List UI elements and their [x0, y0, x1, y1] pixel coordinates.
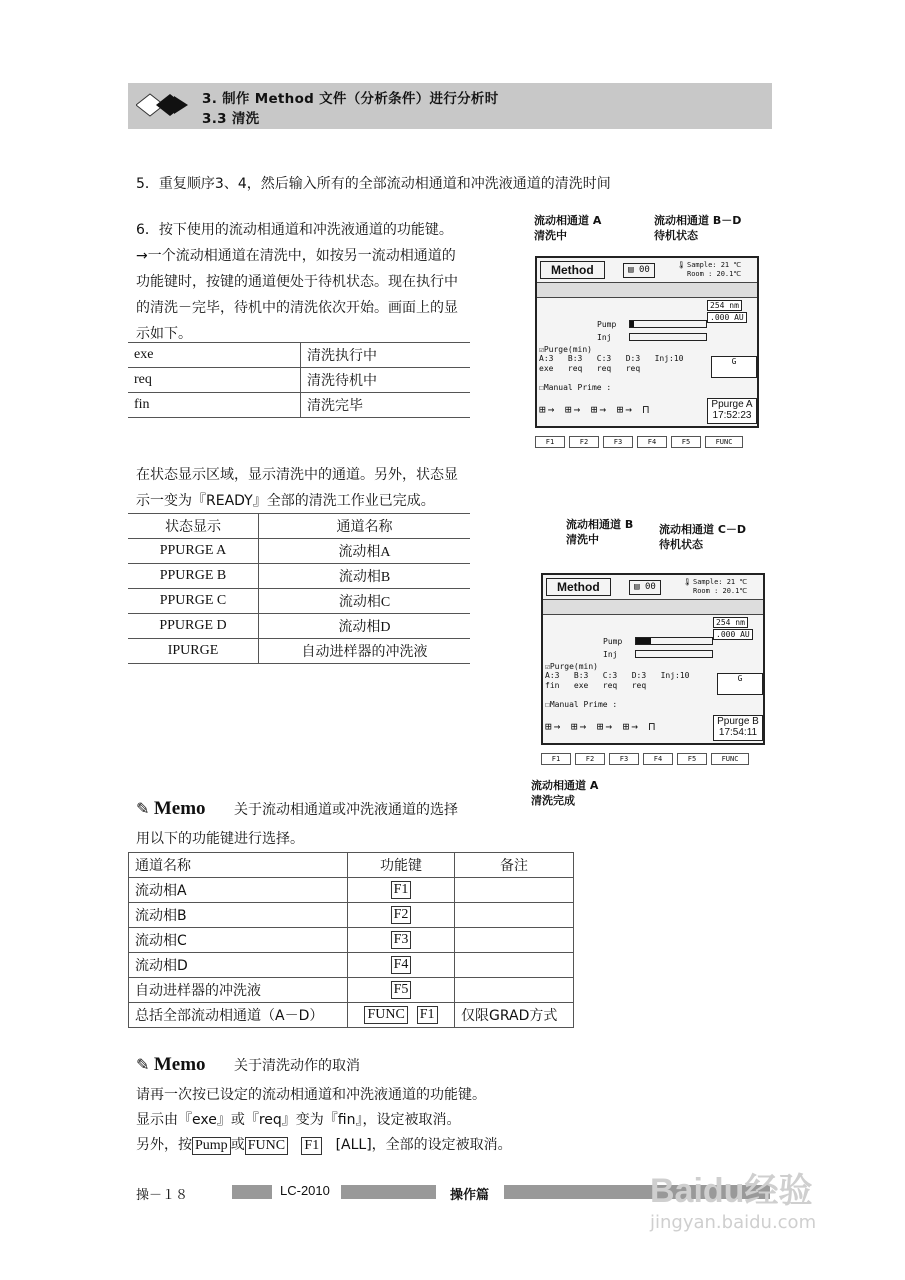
- callout-line: 流动相通道 B－D: [654, 214, 742, 227]
- channel-name: 总括全部流动相通道（A－D）: [129, 1003, 348, 1028]
- status-meaning: 清洗完毕: [301, 393, 471, 418]
- wavelength: 254 nm: [707, 300, 742, 311]
- callout-line: 流动相通道 A: [534, 214, 602, 227]
- func-key[interactable]: FUNC: [711, 753, 749, 765]
- function-key-table: [128, 852, 574, 1028]
- wavelength: 254 nm: [713, 617, 748, 628]
- f1-key: F1: [391, 881, 412, 899]
- f5-key[interactable]: F5: [671, 436, 701, 448]
- remark: [455, 928, 574, 953]
- status-note-line: 在状态显示区域，显示清洗中的通道。另外，状态显: [136, 467, 458, 483]
- table-header-row: [128, 514, 470, 539]
- f3-key[interactable]: F3: [609, 753, 639, 765]
- pencil-icon: ✎: [136, 1055, 150, 1074]
- status-display: PPURGE D: [128, 614, 259, 639]
- memo-2-line: 请再一次按已设定的流动相通道和冲洗液通道的功能键。: [136, 1087, 486, 1103]
- purge-checkbox[interactable]: ☑Purge(min): [545, 662, 598, 671]
- screen2-callout-right: [659, 522, 746, 552]
- table-row: [128, 368, 470, 393]
- memo-subtitle: 关于清洗动作的取消: [234, 1058, 361, 1074]
- text: 另外，按: [136, 1137, 192, 1153]
- thermometer-icon: 🌡: [683, 578, 692, 586]
- channel-name: 流动相C: [259, 589, 471, 614]
- callout-line: 清洗中: [566, 533, 599, 546]
- step-6-line: 示如下。: [136, 326, 192, 342]
- purge-channels: A:3 B:3 C:3 D:3 Inj:10: [539, 354, 684, 363]
- f5-key: F5: [391, 981, 412, 999]
- status-note: [136, 462, 506, 514]
- inj-label: Inj: [597, 333, 612, 342]
- memo-2-line: [136, 1132, 512, 1158]
- remark: [455, 978, 574, 1003]
- baidu-watermark: Baidu经验: [650, 1172, 813, 1210]
- remark: 仅限GRAD方式: [455, 1003, 574, 1028]
- callout-line: 待机状态: [659, 538, 703, 551]
- step-6-block: [136, 217, 506, 347]
- table-row: [129, 953, 574, 978]
- screen1-callout-right: [654, 213, 741, 243]
- status-meaning: 清洗执行中: [301, 343, 471, 368]
- absorbance: .000 AU: [713, 629, 753, 640]
- table-row: [128, 589, 470, 614]
- purge-checkbox[interactable]: ☑Purge(min): [539, 345, 592, 354]
- memo-title: Memo: [153, 1054, 206, 1075]
- f5-key[interactable]: F5: [677, 753, 707, 765]
- screen1-callout-left: [534, 213, 601, 243]
- table-row: [128, 343, 470, 368]
- status-display: PPURGE A: [128, 539, 259, 564]
- f2-key[interactable]: F2: [569, 436, 599, 448]
- status-code: req: [128, 368, 301, 393]
- channel-name: 流动相B: [129, 903, 348, 928]
- thermometer-icon: 🌡: [677, 261, 686, 269]
- memo-subtitle: 关于流动相通道或冲洗液通道的选择: [234, 802, 459, 818]
- f2-key[interactable]: F2: [575, 753, 605, 765]
- room-temp: Room : 20.1℃: [687, 270, 742, 278]
- func-key: FUNC: [245, 1137, 288, 1155]
- f4-key[interactable]: F4: [643, 753, 673, 765]
- flow-diagram: [543, 599, 763, 615]
- footer-bar: [232, 1185, 272, 1199]
- page-number: 操－１８: [136, 1188, 189, 1203]
- inj-progress-bar: [635, 650, 713, 658]
- channel-name: 流动相B: [259, 564, 471, 589]
- status-table: [128, 342, 470, 418]
- step-6-line: 的清洗－完毕，待机中的清洗依次开始。画面上的显: [136, 300, 458, 316]
- channel-name: 流动相D: [129, 953, 348, 978]
- screen2-callout-bottom: [531, 778, 598, 808]
- inj-label: Inj: [603, 650, 618, 659]
- watermark-url: jingyan.baidu.com: [650, 1212, 817, 1233]
- f3-key[interactable]: F3: [603, 436, 633, 448]
- table-row: [128, 393, 470, 418]
- f4-key: F4: [391, 956, 412, 974]
- gradient-box: G: [717, 673, 763, 695]
- callout-line: 待机状态: [654, 229, 698, 242]
- f1-key[interactable]: F1: [541, 753, 571, 765]
- diamond-arrow-icon: [136, 90, 198, 120]
- lcd-screen-1: [535, 256, 759, 428]
- purge-status-box: [707, 398, 757, 424]
- status-meaning: 清洗待机中: [301, 368, 471, 393]
- pump-label: Pump: [597, 320, 617, 329]
- clock: 17:52:23: [712, 410, 752, 421]
- sample-temp: Sample: 21 ℃: [693, 578, 748, 586]
- table-row: [129, 928, 574, 953]
- purge-status: Ppurge B: [717, 716, 759, 727]
- status-display: PPURGE B: [128, 564, 259, 589]
- channel-name: 自动进样器的冲洗液: [259, 639, 471, 664]
- valve-icons: ⊞→ ⊞→ ⊞→ ⊞→ ⊓: [545, 720, 658, 733]
- text: [ALL]，全部的设定被取消。: [335, 1137, 512, 1153]
- file-icon: ▤ 00: [623, 263, 655, 278]
- channel-name: 流动相C: [129, 928, 348, 953]
- f1-key: F1: [301, 1137, 322, 1155]
- callout-line: 流动相通道 A: [531, 779, 599, 792]
- column-header: 备注: [455, 853, 574, 878]
- flow-diagram: [537, 282, 757, 298]
- callout-line: 流动相通道 B: [566, 518, 634, 531]
- f4-key[interactable]: F4: [637, 436, 667, 448]
- table-row: [129, 1003, 574, 1028]
- purge-channels: A:3 B:3 C:3 D:3 Inj:10: [545, 671, 690, 680]
- absorbance: .000 AU: [707, 312, 747, 323]
- table-row: [128, 639, 470, 664]
- screen2-callout-left: [566, 517, 633, 547]
- column-header: 状态显示: [128, 514, 259, 539]
- manual-prime-checkbox[interactable]: ☐Manual Prime :: [539, 383, 612, 392]
- pencil-icon: ✎: [136, 799, 150, 818]
- step-6-title: 6．按下使用的流动相通道和冲洗液通道的功能键。: [136, 222, 453, 238]
- file-icon: ▤ 00: [629, 580, 661, 595]
- room-temp: Room : 20.1℃: [693, 587, 748, 595]
- table-row: [128, 539, 470, 564]
- pump-progress-bar: [635, 637, 713, 645]
- memo-2-heading: [136, 1054, 360, 1076]
- model-name: LC-2010: [280, 1183, 330, 1198]
- column-header: 通道名称: [129, 853, 348, 878]
- status-display: PPURGE C: [128, 589, 259, 614]
- channel-name: 自动进样器的冲洗液: [129, 978, 348, 1003]
- table-row: [129, 978, 574, 1003]
- status-display: IPURGE: [128, 639, 259, 664]
- purge-status: Ppurge A: [711, 399, 753, 410]
- table-header-row: [129, 853, 574, 878]
- callout-line: 清洗完成: [531, 794, 575, 807]
- status-note-line: 示一变为『READY』全部的清洗工作业已完成。: [136, 493, 435, 509]
- screen2-function-keys: [541, 753, 749, 765]
- f1-key: F1: [417, 1006, 438, 1024]
- memo-1-heading: [136, 798, 458, 820]
- inj-progress-bar: [629, 333, 707, 341]
- table-row: [129, 903, 574, 928]
- step-5-text: 5．重复顺序3、4，然后输入所有的全部流动相通道和冲洗液通道的清洗时间: [136, 176, 611, 192]
- text: 或: [230, 1137, 245, 1153]
- valve-icons: ⊞→ ⊞→ ⊞→ ⊞→ ⊓: [539, 403, 652, 416]
- sample-temp: Sample: 21 ℃: [687, 261, 742, 269]
- clock: 17:54:11: [718, 727, 758, 738]
- pump-label: Pump: [603, 637, 623, 646]
- f1-key[interactable]: F1: [535, 436, 565, 448]
- table-row: [129, 878, 574, 903]
- memo-1-intro: 用以下的功能键进行选择。: [136, 831, 304, 847]
- remark: [455, 878, 574, 903]
- channel-name: 流动相A: [259, 539, 471, 564]
- column-header: 通道名称: [259, 514, 471, 539]
- status-code: fin: [128, 393, 301, 418]
- pump-progress-bar: [629, 320, 707, 328]
- screen1-function-keys: [535, 436, 743, 448]
- step-6-line: →一个流动相通道在清洗中，如按另一流动相通道的: [136, 248, 456, 264]
- section-title: 3.3 清洗: [202, 111, 260, 127]
- table-row: [128, 614, 470, 639]
- channel-name: 流动相D: [259, 614, 471, 639]
- lcd-screen-2: [541, 573, 765, 745]
- callout-line: 清洗中: [534, 229, 567, 242]
- section-name: 操作篇: [450, 1188, 490, 1203]
- remark: [455, 903, 574, 928]
- channel-table: [128, 513, 470, 664]
- purge-status-box: [713, 715, 763, 741]
- status-code: exe: [128, 343, 301, 368]
- f2-key: F2: [391, 906, 412, 924]
- channel-name: 流动相A: [129, 878, 348, 903]
- method-label: Method: [546, 578, 611, 596]
- callout-line: 流动相通道 C－D: [659, 523, 747, 536]
- f3-key: F3: [391, 931, 412, 949]
- purge-states: exe req req req: [539, 364, 641, 373]
- memo-title: Memo: [153, 798, 206, 819]
- func-key: FUNC: [364, 1006, 407, 1024]
- purge-states: fin exe req req: [545, 681, 647, 690]
- manual-prime-checkbox[interactable]: ☐Manual Prime :: [545, 700, 618, 709]
- table-row: [128, 564, 470, 589]
- footer-bar: [341, 1185, 436, 1199]
- pump-key: Pump: [192, 1137, 231, 1155]
- step-6-line: 功能键时，按键的通道便处于待机状态。现在执行中: [136, 274, 458, 290]
- chapter-title: 3. 制作 Method 文件（分析条件）进行分析时: [202, 91, 499, 107]
- column-header: 功能键: [348, 853, 455, 878]
- gradient-box: G: [711, 356, 757, 378]
- memo-2-line: 显示由『exe』或『req』变为『fin』，设定被取消。: [136, 1112, 461, 1128]
- method-label: Method: [540, 261, 605, 279]
- func-key[interactable]: FUNC: [705, 436, 743, 448]
- remark: [455, 953, 574, 978]
